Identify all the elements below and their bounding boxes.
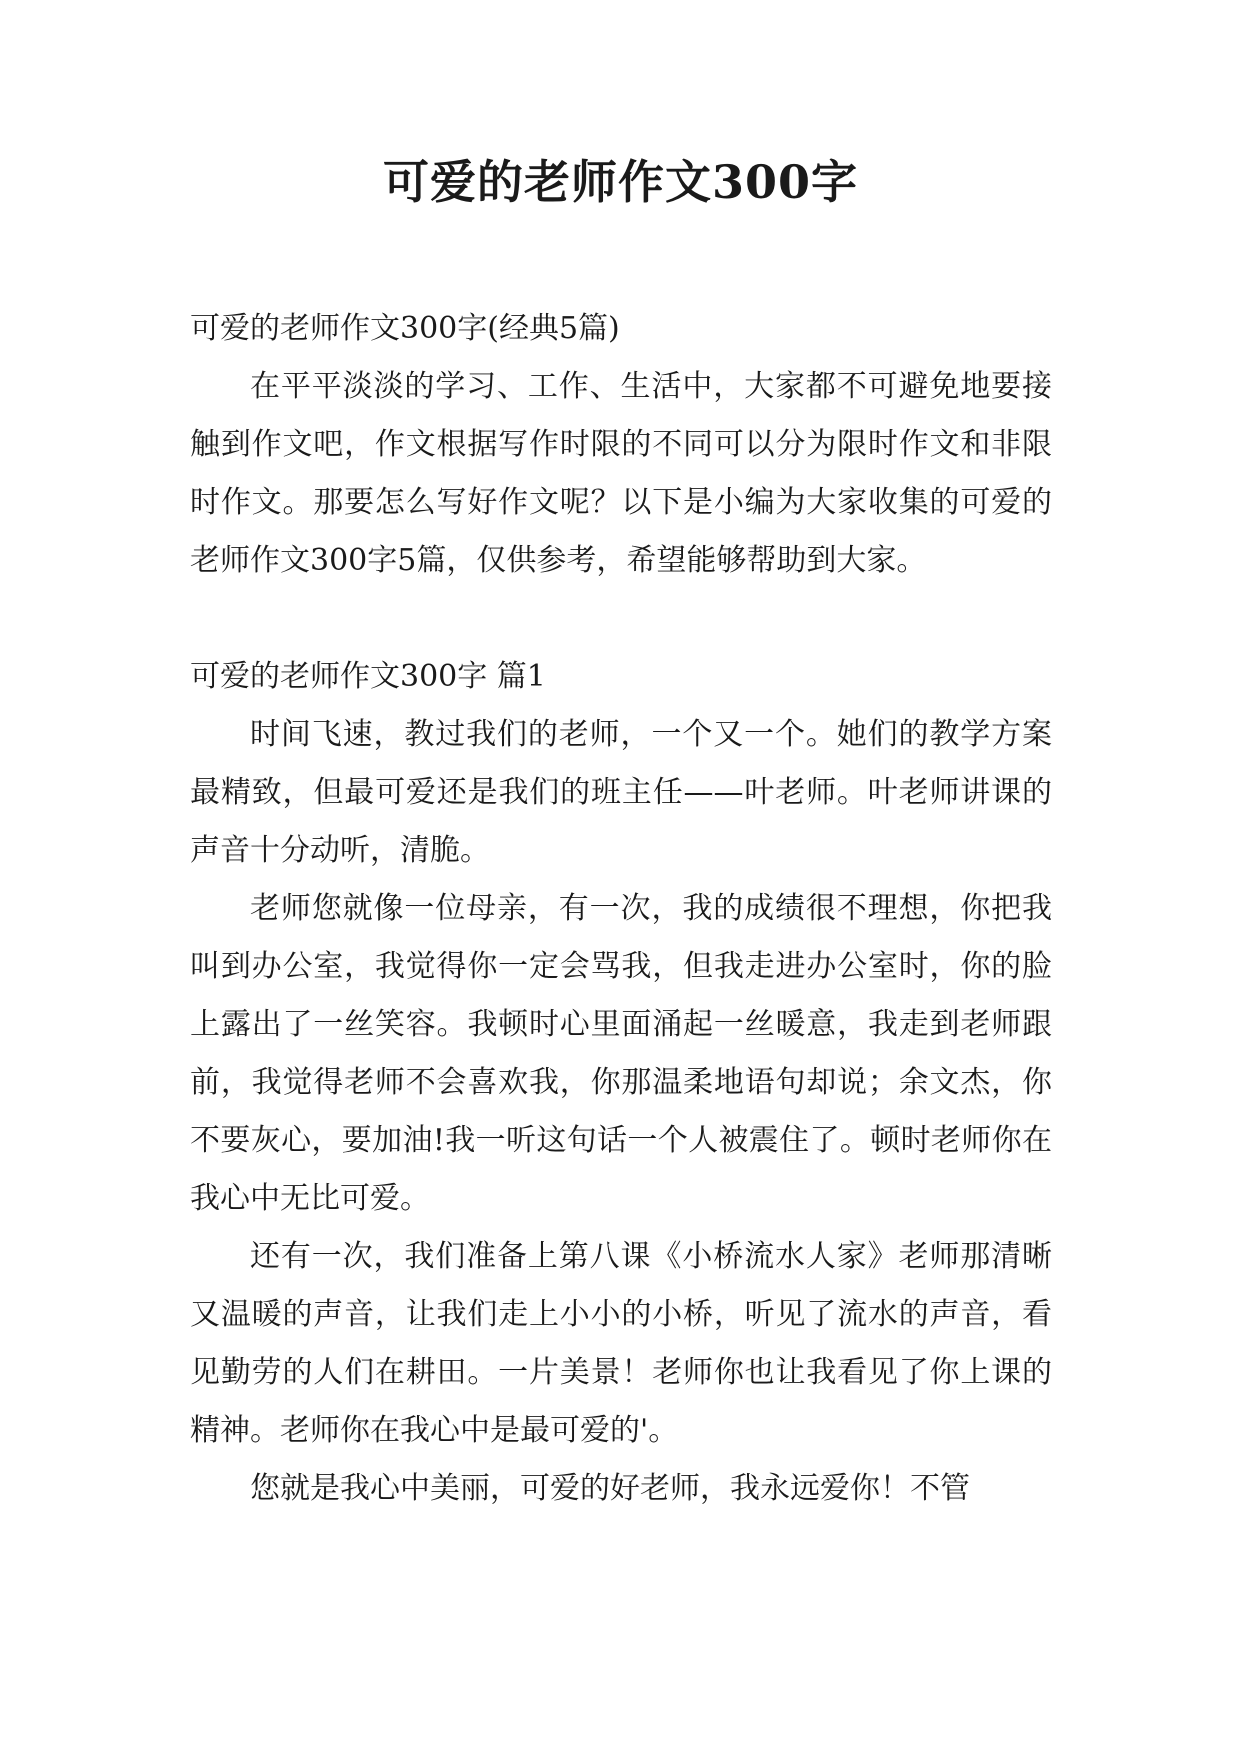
section-heading: 可爱的老师作文300字 篇1 bbox=[190, 659, 546, 694]
document-title: 可爱的老师作文300字 bbox=[382, 155, 859, 209]
essay-paragraph-1: 时间飞速，教过我们的老师，一个又一个。她们的教学方案最精致，但最可爱还是我们的班主任——叶老师。叶老师讲课的声音十分动听，清脆。 bbox=[190, 717, 1052, 868]
intro-heading: 可爱的老师作文300字(经典5篇) bbox=[190, 311, 620, 346]
intro-paragraph: 在平平淡淡的学习、工作、生活中，大家都不可避免地要接触到作文吧，作文根据写作时限的不同可以分为限时作文和非限时作文。那要怎么写好作文呢？以下是小编为大家收集的可爱的老师作文300字5篇，仅供参考，希望能够帮助到大家。 bbox=[190, 369, 1052, 578]
essay-paragraph-2: 老师您就像一位母亲，有一次，我的成绩很不理想，你把我叫到办公室，我觉得你一定会骂我，但我走进办公室时，你的脸上露出了一丝笑容。我顿时心里面涌起一丝暖意，我走到老师跟前，我觉得老师不会喜欢我，你那温柔地语句却说；余文杰，你不要灰心，要加油!我一听这句话一个人被震住了。顿时老师你在我心中无比可爱。 bbox=[190, 891, 1052, 1216]
document-body bbox=[190, 300, 1052, 1518]
essay-paragraph-4: 您就是我心中美丽，可爱的好老师，我永远爱你！不管 bbox=[250, 1471, 970, 1506]
section-spacer bbox=[190, 590, 1052, 648]
essay-paragraph-3: 还有一次，我们准备上第八课《小桥流水人家》老师那清晰又温暖的声音，让我们走上小小的小桥，听见了流水的声音，看见勤劳的人们在耕田。一片美景！老师你也让我看见了你上课的精神。老师你在我心中是最可爱的'。 bbox=[190, 1239, 1052, 1448]
